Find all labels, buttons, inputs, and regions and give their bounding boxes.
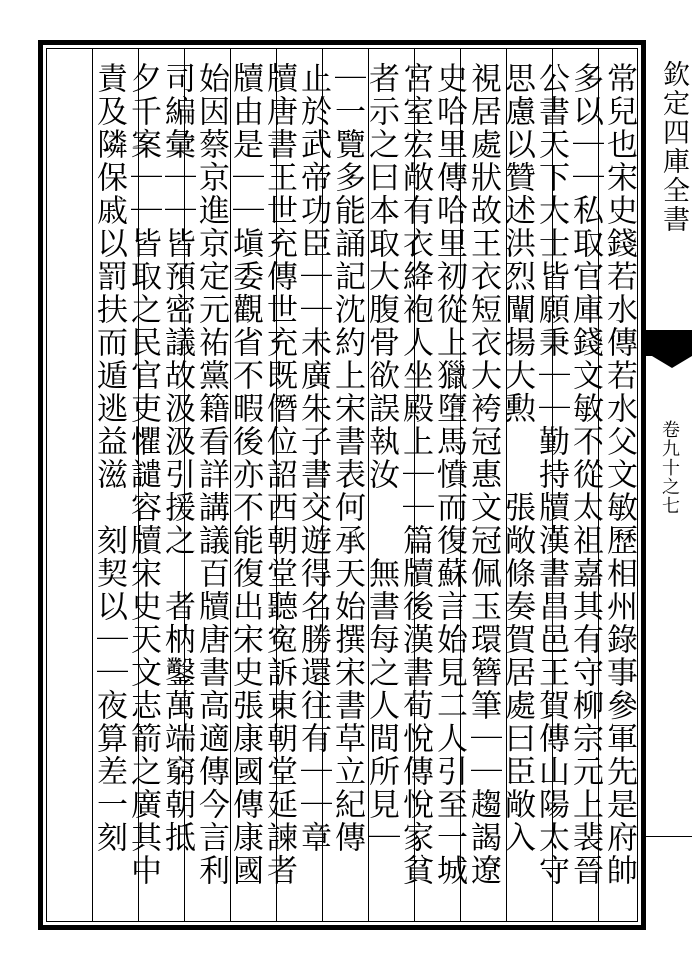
book-title: 欽定四庫全書 <box>658 60 689 234</box>
column-text: 常兒也宋史錢若水傳若水父文敏歷相州錄事參軍先是府帥 <box>601 62 637 887</box>
column-text: 宮室宏敞有衣絳袍人坐殿上｜｜篇牘後漢書荀悅傳悅家貧 <box>397 62 433 887</box>
column-text: 夕千案｜｜皆取之民官吏懼譴容牘宋史天文志箭之廣其中 <box>125 62 161 887</box>
margin-rule <box>646 836 692 837</box>
column-text: 牘唐書王世充傳世充既僭位詔西朝堂聽寃訴東朝堂延諫者 <box>261 62 297 887</box>
margin-strip <box>646 40 692 930</box>
column-text: 多以｜｜私取官庫錢文敏不從太祖嘉其有守柳宗元上裴晉 <box>567 62 603 887</box>
volume-label: 卷九十之七 <box>659 420 680 515</box>
column-text: 公書天下大士皆願秉｜｜勤持牘漢書昌邑王賀傳山陽太守 <box>533 62 569 887</box>
column-text: 始因蔡京進京定元祐黨籍看詳講議百牘唐書高適傳今言利 <box>193 62 229 887</box>
fish-tail-mark <box>646 330 692 356</box>
column-text: 牘由是｜｜塡委觀省不暇後亦不能復出宋史張康國傳康國 <box>227 62 263 887</box>
column-text: 司編彙｜｜皆預密議故汲汲引援之 者枘鑿萬端窮朝抵 <box>159 62 195 854</box>
column-text: 止於武帝功臣｜｜未廣朱子書交遊得名勝還往有｜｜章 <box>295 62 331 854</box>
column-text: 思慮以贊述洪烈闡揚大勲 張敞條奏賀居處曰臣敞入 <box>499 62 535 854</box>
column-text: 者示之曰本取大腹骨欲誤執汝 無書每之人間所見｜ <box>363 62 399 854</box>
column-text: 史哈里傳哈里初從上獵墮馬憤而復蘇言始見二人引至一城 <box>431 62 467 887</box>
column-text: ｜一覽多能誦記沈約上宋書表何承天始撰宋書草立紀傳 <box>329 62 365 854</box>
column-text: 視居處狀故王衣短衣大袴冠惠文冠佩玉環簪筆｜｜趨謁遼 <box>465 62 501 887</box>
text-column <box>86 62 132 912</box>
column-text: 責及隣保戚以罰扶而遁逃益滋 刻契以｜｜夜算差一刻 <box>91 62 127 854</box>
